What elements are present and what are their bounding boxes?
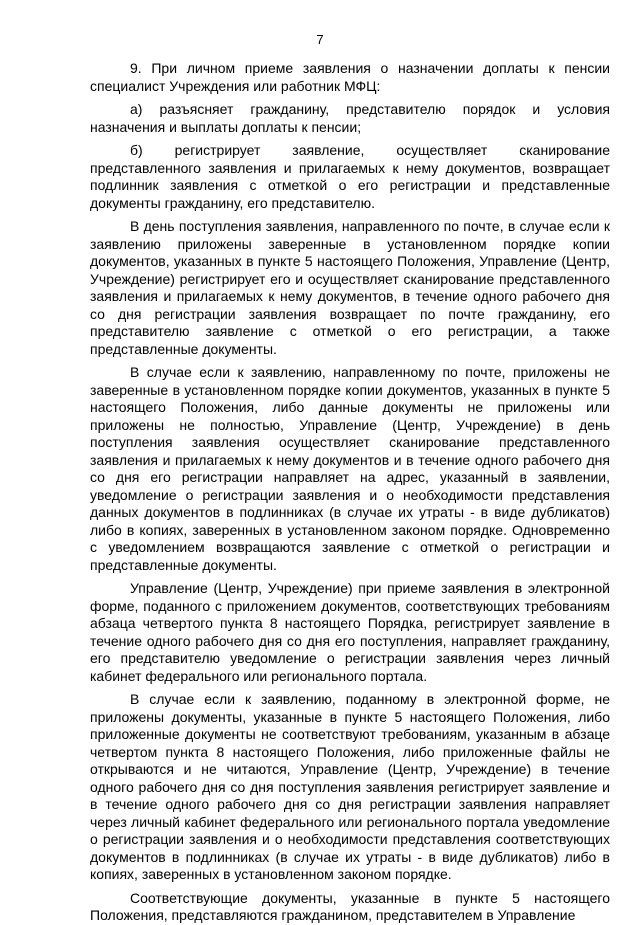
- document-body: [90, 60, 610, 925]
- paragraph-mail-without-copies: В случае если к заявлению, направленному по почте, приложены не заверенные в установленном порядке копии документов, указанных в пункте 5 настоящего Положения, либо данные документы не приложены или приложены не полностью, Управление (Центр, Учреждение) в день поступления заявления осуществляет сканирование представленного заявления и прилагаемых к нему документов и в течение одного рабочего дня со дня его регистрации направляет на адрес, указанный в заявлении, уведомление о регистрации заявления и о необходимости представления данных документов в подлинниках (в случае их утраты - в виде дубликатов) либо в копиях, заверенных в установленном законом порядке. Одновременно с уведомлением возвращаются заявление с отметкой о регистрации и представленные документы.: [90, 364, 610, 573]
- paragraph-documents-submission: Соответствующие документы, указанные в пункте 5 настоящего Положения, представляются гражданином, представителем в Управление: [90, 889, 610, 923]
- paragraph-subitem-b: б) регистрирует заявление, осуществляет сканирование представленного заявления и прилагаемых к нему документов, возвращает подлинник заявления с отметкой о его регистрации и представленные документы гражданину, его представителю.: [90, 142, 610, 211]
- paragraph-subitem-a: а) разъясняет гражданину, представителю порядок и условия назначения и выплаты доплаты к пенсии;: [90, 101, 610, 135]
- paragraph-item-9: 9. При личном приеме заявления о назначении доплаты к пенсии специалист Учреждения или работник МФЦ:: [90, 60, 610, 94]
- paragraph-electronic-form: Управление (Центр, Учреждение) при приеме заявления в электронной форме, поданного с приложением документов, соответствующих требованиям абзаца четвертого пункта 8 настоящего Порядка, регистрирует заявление в течение одного рабочего дня со дня его поступления, направляет гражданину, его представителю уведомление о регистрации заявления через личный кабинет федерального или регионального портала.: [90, 580, 610, 684]
- page-number: 7: [316, 32, 324, 47]
- paragraph-electronic-missing-docs: В случае если к заявлению, поданному в электронной форме, не приложены документы, указанные в пункте 5 настоящего Положения, либо приложенные документы не соответствуют требованиям, указанным в абзаце четвертом пункта 8 настоящего Положения, либо приложенные файлы не открываются и не читаются, Управление (Центр, Учреждение) в течение одного рабочего дня со дня поступления заявления регистрирует заявление и в течение одного рабочего дня со дня регистрации заявления направляет через личный кабинет федерального или регионального портала уведомление о регистрации заявления и о необходимости представления соответствующих документов в подлинниках (в случае их утраты - в виде дубликатов) либо в копиях, заверенных в установленном законом порядке.: [90, 691, 610, 882]
- paragraph-mail-with-copies: В день поступления заявления, направленного по почте, в случае если к заявлению приложены заверенные в установленном порядке копии документов, указанных в пункте 5 настоящего Положения, Управление (Центр, Учреждение) регистрирует его и осуществляет сканирование представленного заявления и прилагаемых к нему документов, в течение одного рабочего дня со дня регистрации заявления возвращает по почте гражданину, его представителю заявление с отметкой о его регистрации, а также представленные документы.: [90, 218, 610, 357]
